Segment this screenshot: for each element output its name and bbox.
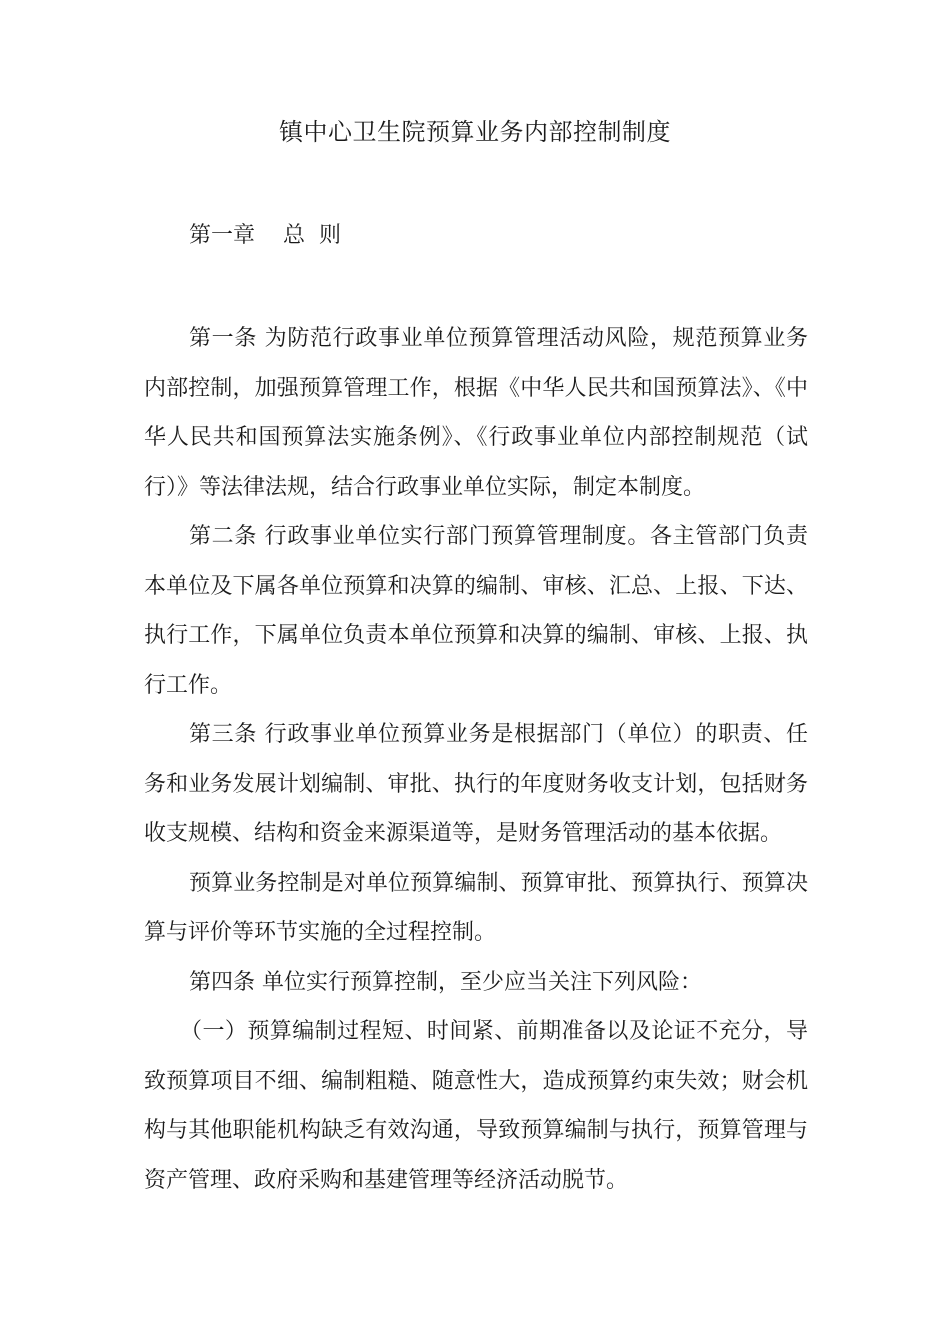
chapter-heading: 第一章 总 则 xyxy=(189,223,341,248)
article-4-paragraph: 第四条 单位实行预算控制，至少应当关注下列风险： xyxy=(189,969,702,995)
article-2-paragraph: 第二条 行政事业单位实行部门预算管理制度。各主管部门负责本单位及下属各单位预算和决算的编制、审核、汇总、上报、下达、执行工作，下属单位负责本单位预算和决算的编制、审核、上报、执行工作。 xyxy=(144,524,808,698)
document-body xyxy=(144,314,808,1205)
document-title: 镇中心卫生院预算业务内部控制制度 xyxy=(279,118,671,146)
article-1-paragraph: 第一条 为防范行政事业单位预算管理活动风险，规范预算业务内部控制，加强预算管理工作，根据《中华人民共和国预算法》、《中华人民共和国预算法实施条例》、《行政事业单位内部控制规范（试行）》等法律法规，结合行政事业单位实际，制定本制度。 xyxy=(144,326,808,500)
risk-item-1-paragraph: （一）预算编制过程短、时间紧、前期准备以及论证不充分，导致预算项目不细、编制粗糙、随意性大，造成预算约束失效；财会机构与其他职能机构缺乏有效沟通，导致预算编制与执行，预算管理与资产管理、政府采购和基建管理等经济活动脱节。 xyxy=(144,1019,808,1193)
budget-control-paragraph: 预算业务控制是对单位预算编制、预算审批、预算执行、预算决算与评价等环节实施的全过程控制。 xyxy=(144,870,808,945)
article-3-paragraph: 第三条 行政事业单位预算业务是根据部门（单位）的职责、任务和业务发展计划编制、审批、执行的年度财务收支计划，包括财务收支规模、结构和资金来源渠道等，是财务管理活动的基本依据。 xyxy=(144,722,808,846)
